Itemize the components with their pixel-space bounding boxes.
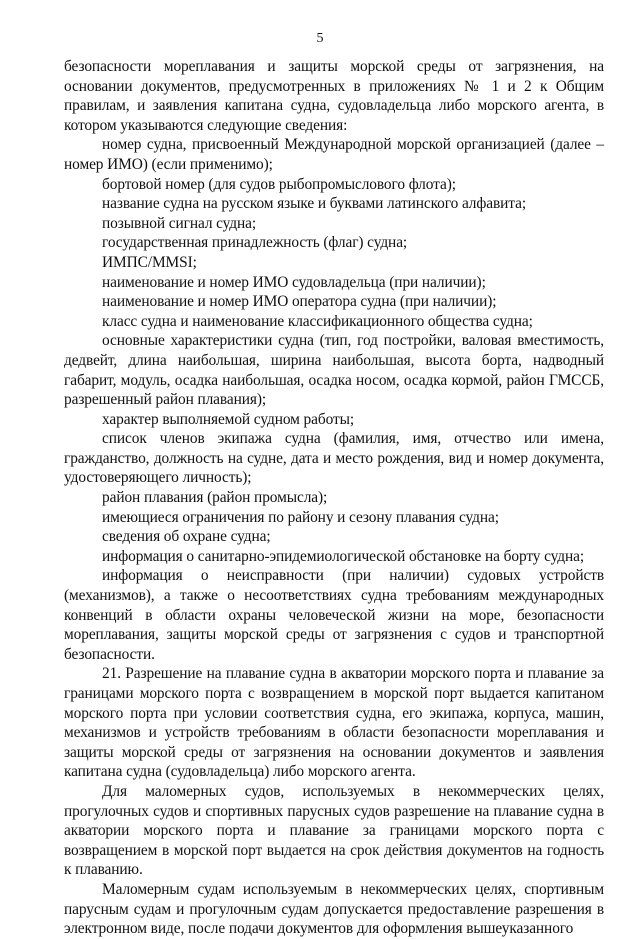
paragraph-small-vessels: Для маломерных судов, используемых в некоммерческих целях, прогулочных судов и спортивных парусных судов разрешение на плавание судна в акватории морского порта и плавание за границами морского порта с возвращением в морской порт выдается на срок действия документов на годность к плаванию. [64, 782, 604, 879]
list-item-work-type: характер выполняемой судном работы; [102, 410, 355, 428]
list-item-flag: государственная принадлежность (флаг) судна; [102, 234, 408, 252]
paragraph-intro: безопасности мореплавания и защиты морской среды от загрязнения, на основании документов, предусмотренных в приложениях № 1 и 2 к Общим правилам, и заявления капитана судна, судовладельца либо морского агента, в котором указываются следующие сведения: [64, 58, 604, 134]
list-item-board-number: бортовой номер (для судов рыбопромыслового флота); [102, 175, 456, 193]
list-item-navigation-area: район плавания (район промысла); [102, 489, 328, 507]
list-item-characteristics: основные характеристики судна (тип, год постройки, валовая вместимость, дедвейт, длина наибольшая, ширина наибольшая, высота борта, надводный габарит, модуль, осадка наибольшая, осадка носом, осадка кормой, район ГМССБ, разрешенный район плавания); [64, 332, 604, 409]
list-item-mmsi: ИМПС/MMSI; [102, 253, 197, 271]
list-item-malfunctions: информация о неисправности (при наличии) судовых устройств (механизмов), а также о несоответствиях судна требованиям международных конвенций в области охраны человеческой жизни на море, безопасности мореплавания, защиты морской среды от загрязнения с судов и транспортной безопасности. [64, 567, 604, 663]
list-item-crew-list: список членов экипажа судна (фамилия, имя, отчество или имена, гражданство, должность на судне, дата и место рождения, вид и номер документа, удостоверяющего личность); [64, 430, 604, 487]
list-item-vessel-name: название судна на русском языке и буквами латинского алфавита; [102, 195, 527, 213]
list-item-operator: наименование и номер ИМО оператора судна (при наличии); [102, 293, 497, 311]
list-item-sanitary: информация о санитарно-эпидемиологической обстановке на борту судна; [102, 547, 585, 565]
document-body [64, 57, 604, 939]
list-item-call-sign: позывной сигнал судна; [102, 214, 257, 232]
list-item-restrictions: имеющиеся ограничения по району и сезону плавания судна; [102, 508, 499, 526]
list-item-owner: наименование и номер ИМО судовладельца (при наличии); [102, 273, 486, 291]
page-number: 5 [316, 31, 324, 46]
paragraph-electronic-permit: Маломерным судам используемым в некоммерческих целях, спортивным парусным судам и прогулочным судам допускается предоставление разрешения в электронном виде, после подачи документов для оформления вышеуказанного [64, 880, 604, 938]
paragraph-clause-21: 21. Разрешение на плавание судна в акватории морского порта и плавание за границами морского порта с возвращением в морской порт выдается капитаном морского порта при условии соответствия судна, его экипажа, корпуса, машин, механизмов и устройств требованиям в области безопасности мореплавания и защиты морской среды от загрязнения на основании документов и заявления капитана судна (судовладельца) либо морского агента. [64, 665, 604, 781]
list-item-imo-number: номер судна, присвоенный Международной морской организацией (далее – номер ИМО) (если применимо); [64, 136, 604, 173]
list-item-class: класс судна и наименование классификационного общества судна; [102, 312, 533, 330]
list-item-security: сведения об охране судна; [102, 528, 271, 546]
